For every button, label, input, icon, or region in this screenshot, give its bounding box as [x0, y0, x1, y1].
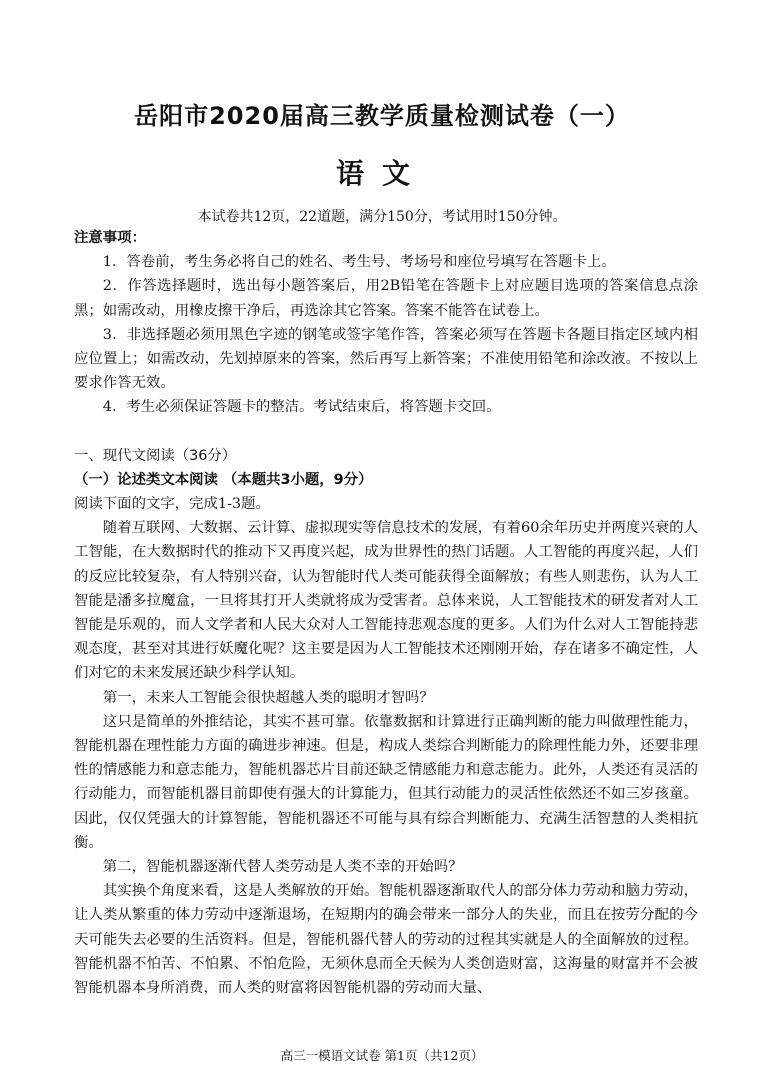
- note-item-3: 3．非选择题必须用黑色字迹的钢笔或签字笔作答，答案必须写在答题卡各题目指定区域内相应位置上；如需改动，先划掉原来的答案，然后再写上新答案；不准使用铅笔和涂改液。不按以上要求作答无效。: [74, 326, 698, 392]
- page-footer: 高三一模语文试卷 第1页（共12页）: [280, 1048, 484, 1063]
- reading-instruction: 阅读下面的文字，完成1-3题。: [74, 496, 270, 513]
- passage-paragraph-5: 其实换个角度来看，这是人类解放的开始。智能机器逐渐取代人的部分体力劳动和脑力劳动，让人类从繁重的体力劳动中逐渐退场，在短期内的确会带来一部分人的失业，而且在按劳分配的今天可能失去必要的生活资料。但是，智能机器代替人的劳动的过程其实就是人的全面解放的过程。智能机器不怕苦、不怕累、不怕危险，无须休息而全天候为人类创造财富，这海量的财富并不会被智能机器本身所消费，而人类的财富将因智能机器的劳动而大量、: [74, 883, 698, 997]
- exam-info: 本试卷共12页，22道题，满分150分，考试用时150分钟。: [197, 209, 567, 225]
- note-item-4: 4．考生必须保证答题卡的整洁。考试结束后，将答题卡交回。: [102, 399, 501, 416]
- note-item-1: 1．答卷前，考生务必将自己的姓名、考生号、考场号和座位号填写在答题卡上。: [102, 254, 616, 271]
- section-spacer: [74, 420, 698, 444]
- section-heading: 一、现代文阅读（36分）: [74, 447, 237, 464]
- notes-heading: 注意事项：: [74, 230, 146, 246]
- passage-paragraph-2: 第一，未来人工智能会很快超越人类的聪明才智吗？: [102, 689, 434, 706]
- exam-title: 岳阳市2020届高三教学质量检测试卷（一）: [134, 102, 630, 130]
- passage-paragraph-1: 随着互联网、大数据、云计算、虚拟现实等信息技术的发展，有着60余年历史并两度兴衰的人工智能，在大数据时代的推动下又再度兴起，成为世界性的热门话题。人工智能的再度兴起，人们的反应比较复杂，有人特别兴奋，认为智能时代人类可能获得全面解放；有些人则悲伤，认为人工智能是潘多拉魔盒，一旦将其打开人类就将成为受害者。总体来说，人工智能技术的研发者对人工智能是乐观的，而人文学者和人民大众对人工智能持悲观态度的更多。人们为什么对人工智能持悲观态度，甚至对其进行妖魔化呢？这主要是因为人工智能技术还刚刚开始，存在诸多不确定性，人们对它的未来发展还缺少科学认知。: [74, 520, 698, 682]
- exam-body: [74, 226, 698, 1000]
- note-item-2: 2．作答选择题时，选出每小题答案后，用2B铅笔在答题卡上对应题目选项的答案信息点涂黑；如需改动，用橡皮擦干净后，再选涂其它答案。答案不能答在试卷上。: [74, 278, 698, 319]
- subsection-heading: （一）论述类文本阅读 （本题共3小题，9分）: [74, 471, 373, 488]
- passage-paragraph-3: 这只是简单的外推结论，其实不甚可靠。依靠数据和计算进行正确判断的能力叫做理性能力，智能机器在理性能力方面的确进步神速。但是，构成人类综合判断能力的除理性能力外，还要非理性的情感能力和意志能力，智能机器芯片目前还缺乏情感能力和意志能力。此外，人类还有灵活的行动能力，而智能机器目前即使有强大的计算能力，但其行动能力的灵活性依然还不如三岁孩童。因此，仅仅凭强大的计算智能，智能机器还不可能与具有综合判断能力、充满生活智慧的人类相抗衡。: [74, 713, 698, 851]
- passage-paragraph-4: 第二，智能机器逐渐代替人类劳动是人类不幸的开始吗？: [102, 859, 463, 876]
- subject-title: 语文: [335, 157, 428, 190]
